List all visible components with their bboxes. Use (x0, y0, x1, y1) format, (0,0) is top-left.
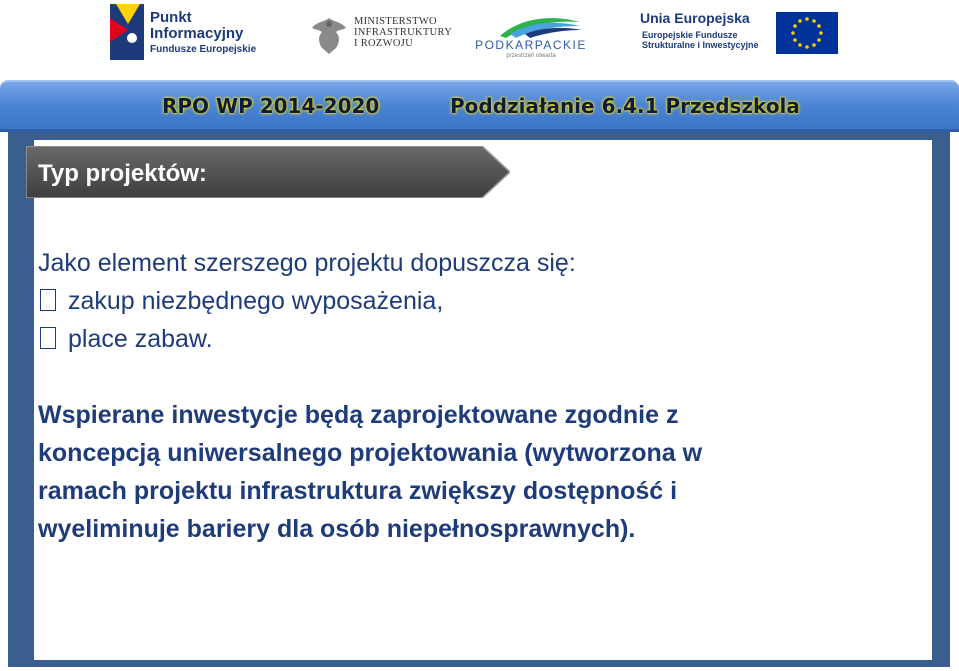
paragraph-line: ramach projektu infrastruktura zwiększy dostępność i (38, 477, 678, 505)
list-item (38, 282, 918, 320)
description-paragraph (38, 396, 918, 548)
logo-strip (0, 0, 959, 78)
eagle-emblem-icon (310, 14, 348, 56)
ministerstwo-logo (310, 12, 460, 58)
punkt-informacyjny-mark-icon (110, 4, 144, 60)
unia-europejska-title: Unia Europejska (640, 10, 750, 26)
ministerstwo-text (354, 16, 452, 49)
measure-title: Poddziałanie 6.4.1 Przedszkola (450, 94, 800, 118)
bullet-box-icon (40, 289, 56, 311)
paragraph-line: wyeliminuje bariery dla osób niepełnosprawnych). (38, 515, 636, 543)
podkarpackie-title: PODKARPACKIE (475, 38, 587, 52)
intro-text: Jako element szerszego projektu dopuszcza się: (38, 249, 576, 277)
intro-list (38, 244, 918, 358)
unia-europejska-subtitle (642, 30, 759, 50)
list-item (38, 320, 918, 358)
punkt-informacyjny-subtitle: Fundusze Europejskie (150, 44, 257, 55)
section-badge-label: Typ projektów: (38, 160, 207, 187)
bullet-box-icon (40, 327, 56, 349)
punkt-informacyjny-title: Punkt Informacyjny (150, 9, 244, 42)
list-item-text: place zabaw. (68, 325, 213, 353)
podkarpackie-logo (470, 12, 592, 62)
program-title: RPO WP 2014-2020 (162, 94, 380, 118)
eu-flag-icon (776, 12, 838, 54)
ue-subtitle-line-1: Europejskie Fundusze (642, 30, 738, 40)
unia-europejska-logo (640, 10, 840, 58)
list-item-text: zakup niezbędnego wyposażenia, (68, 287, 444, 315)
podkarpackie-wave-icon (470, 12, 592, 38)
ue-subtitle-line-2: Strukturalne i Inwestycyjne (642, 40, 759, 50)
punkt-informacyjny-logo (110, 4, 270, 60)
paragraph-line: Wspierane inwestycje będą zaprojektowane zgodnie z (38, 401, 679, 429)
ministerstwo-line-2: INFRASTRUKTURY (354, 27, 453, 38)
ministerstwo-line-3: I ROZWOJU (354, 38, 413, 49)
podkarpackie-subtitle: przestrzeń otwarta (506, 53, 556, 59)
paragraph-line: koncepcją uniwersalnego projektowania (wytworzona w (38, 439, 703, 467)
ministerstwo-line-1: MINISTERSTWO (354, 16, 437, 27)
